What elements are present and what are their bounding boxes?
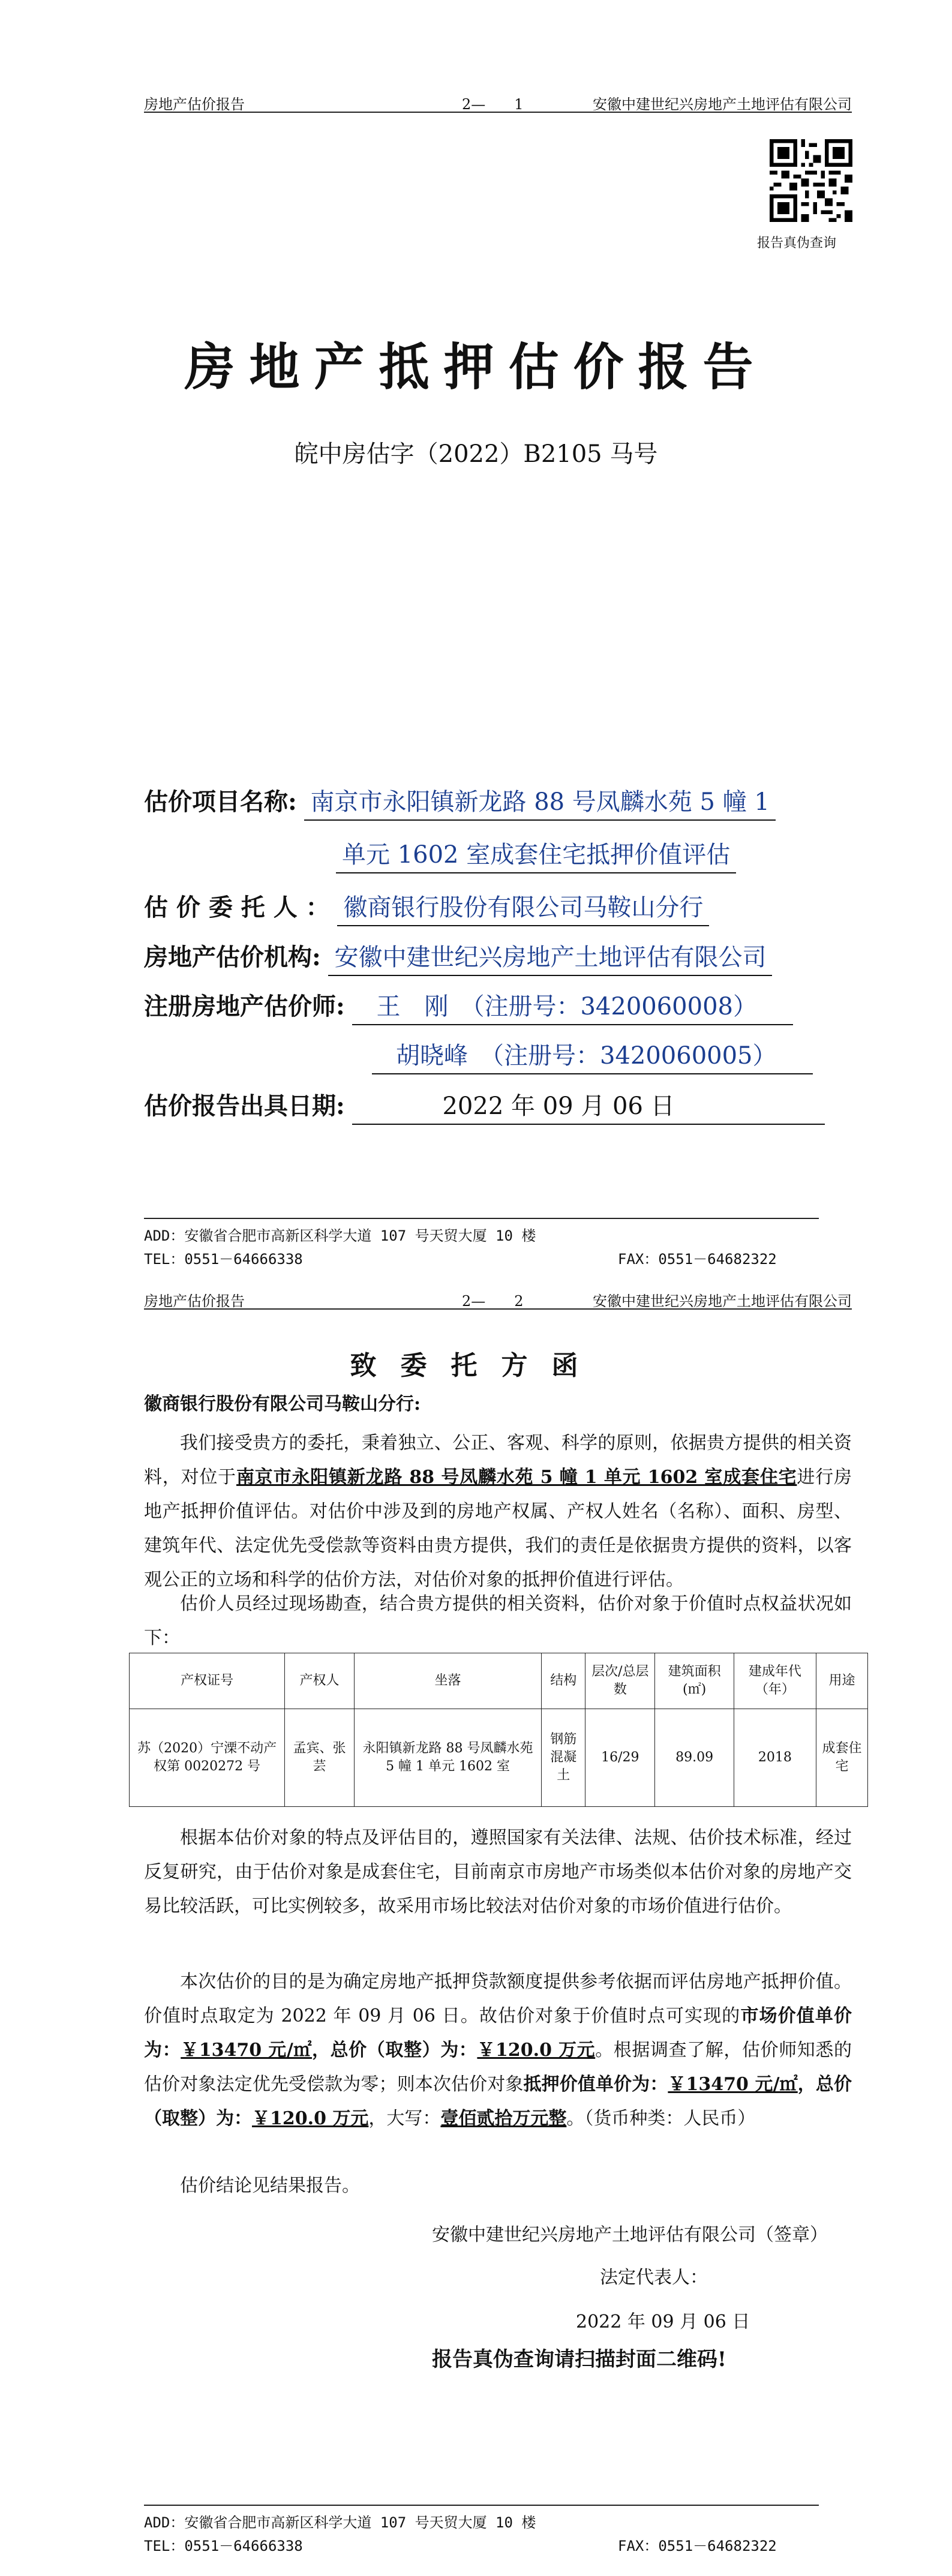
signature-date: 2022 年 09 月 06 日	[576, 2311, 750, 2332]
agency-value: 安徽中建世纪兴房地产土地评估有限公司	[328, 938, 772, 976]
table-header: 结构	[542, 1653, 585, 1709]
cover-page	[0, 0, 952, 1287]
p4-text-f: 。根据调查了解，估价师知悉的估价对象法定优先受偿款为零；则本次估价对象	[144, 2040, 852, 2095]
p1-address: 南京市永阳镇新龙路 88 号凤麟水苑 5 幢 1 单元 1602 室成套住宅	[236, 1467, 797, 1488]
qr-caption: 报告真伪查询	[757, 236, 837, 251]
header-left: 房地产估价报告	[144, 1293, 245, 1310]
footer-fax: FAX：0551－64682322	[618, 2538, 777, 2554]
market-unit-price: ￥13470 元/㎡	[181, 2040, 312, 2061]
footer-fax: FAX：0551－64682322	[618, 1251, 777, 1268]
appraiser-label: 注册房地产估价师:	[144, 992, 345, 1020]
project-label: 估价项目名称:	[144, 788, 297, 816]
project-name-row-2	[336, 836, 736, 873]
page-footer	[144, 2505, 852, 2555]
verification-notice: 报告真伪查询请扫描封面二维码!	[432, 2347, 726, 2371]
paragraph-5: 估价结论见结果报告。	[180, 2175, 360, 2196]
footer-contacts	[144, 1247, 852, 1268]
table-header: 层次/总层数	[585, 1653, 655, 1709]
table-cell: 成套住宅	[816, 1709, 867, 1807]
page-header	[144, 1287, 852, 1310]
appraiser-2: 胡晓峰 （注册号：3420060005）	[372, 1037, 813, 1074]
table-cell: 钢筋混凝土	[542, 1709, 585, 1807]
table-row	[130, 1709, 868, 1807]
mortgage-total-price: ￥120.0 万元	[252, 2108, 369, 2129]
paragraph-1	[144, 1426, 852, 1597]
paragraph-3: 根据本估价对象的特点及评估目的，遵照国家有关法律、法规、估价技术标准，经过反复研究，由于估价对象是成套住宅，目前南京市房地产市场类似本估价对象的房地产交易比较活跃，可比实例较多，故采用市场比较法对估价对象的市场价值进行估价。	[144, 1827, 852, 1917]
market-unit-label: 市场价值单价为：	[144, 2005, 852, 2061]
amount-in-words: 壹佰贰拾万元整	[440, 2108, 567, 2129]
table-header: 产权证号	[130, 1653, 285, 1709]
project-line1: 南京市永阳镇新龙路 88 号凤麟水苑 5 幢 1	[304, 783, 775, 821]
report-date: 2022 年 09 月 06 日	[352, 1087, 824, 1125]
p4-text-a: 本次估价的目的是为确定房地产抵押贷款额度提供参考依据而评估房地产抵押价值。价值时点取定为 2022 年 09 月 06 日。故估价对象于价值时点可实现的	[144, 1971, 852, 2026]
mortgage-total-label: ，总价（取整）为：	[144, 2074, 852, 2129]
footer-address: ADD：安徽省合肥市高新区科学大道 107 号天贸大厦 10 楼	[144, 2514, 536, 2531]
footer-address: ADD：安徽省合肥市高新区科学大道 107 号天贸大厦 10 楼	[144, 1227, 536, 1244]
mortgage-unit-label: 抵押价值单价为：	[523, 2074, 668, 2095]
page-header	[144, 90, 852, 113]
client-row	[144, 888, 709, 926]
market-total-price: ￥120.0 万元	[477, 2040, 596, 2061]
document-number: 皖中房估字（2022）B2105 马号	[294, 440, 658, 468]
letter-page	[0, 1287, 952, 2576]
table-header: 坐落	[354, 1653, 541, 1709]
property-table	[129, 1653, 868, 1807]
table-header: 用途	[816, 1653, 867, 1709]
paragraph-4	[144, 1965, 852, 2136]
report-title: 房地产抵押估价报告	[184, 337, 768, 397]
table-header: 建成年代（年）	[734, 1653, 816, 1709]
table-cell: 89.09	[655, 1709, 734, 1807]
appraiser-row	[144, 987, 793, 1025]
agency-row	[144, 938, 772, 976]
footer-contacts	[144, 2534, 852, 2555]
header-page-number: 2— 2	[462, 1293, 524, 1310]
footer-divider	[144, 1218, 819, 1219]
paragraph-2: 估价人员经过现场勘查，结合贵方提供的相关资料，估价对象于价值时点权益状况如下：	[144, 1593, 852, 1649]
footer-tel: TEL：0551－64666338	[144, 1251, 303, 1268]
p1-text-a: 我们接受贵方的委托，秉着独立、公正、客观、科学的原则，依据贵方提供的相关资料，对位于	[144, 1433, 852, 1488]
mortgage-unit-price: ￥13470 元/㎡	[668, 2074, 798, 2095]
appraiser-row-2	[372, 1037, 813, 1074]
p4-text-k: ，大写：	[368, 2108, 441, 2129]
qr-code-icon[interactable]	[770, 139, 852, 222]
signature-representative: 法定代表人：	[600, 2267, 708, 2288]
project-line2: 单元 1602 室成套住宅抵押价值评估	[336, 836, 736, 873]
table-cell: 16/29	[585, 1709, 655, 1807]
page-footer	[144, 1218, 852, 1268]
letter-title: 致委托方函	[350, 1350, 602, 1381]
p1-text-b: 进行房地产抵押价值评估。对估价中涉及到的房地产权属、产权人姓名（名称）、面积、房型、建筑年代、法定优先受偿款等资料由贵方提供，我们的责任是依据贵方提供的资料，以客观公正的立场和科学的估价方法，对估价对象的抵押价值进行评估。	[144, 1467, 852, 1590]
header-right: 安徽中建世纪兴房地产土地评估有限公司	[593, 96, 852, 113]
signature-company: 安徽中建世纪兴房地产土地评估有限公司（签章）	[432, 2224, 828, 2245]
footer-tel: TEL：0551－64666338	[144, 2538, 303, 2554]
table-cell: 2018	[734, 1709, 816, 1807]
client-label: 估 价 委 托 人 ：	[144, 893, 330, 921]
market-total-label: ，总价（取整）为：	[311, 2040, 477, 2061]
report-date-row	[144, 1087, 825, 1125]
letter-recipient: 徽商银行股份有限公司马鞍山分行:	[144, 1394, 421, 1415]
agency-label: 房地产估价机构:	[144, 943, 321, 971]
table-header: 产权人	[285, 1653, 355, 1709]
footer-divider	[144, 2505, 819, 2506]
table-cell: 孟宾、张芸	[285, 1709, 355, 1807]
table-header: 建筑面积(㎡)	[655, 1653, 734, 1709]
appraiser-1: 王 刚 （注册号：3420060008）	[352, 987, 793, 1025]
p4-text-m: 。（货币种类：人民币）	[566, 2108, 756, 2129]
date-label: 估价报告出具日期:	[144, 1092, 345, 1120]
table-cell: 苏（2020）宁溧不动产权第 0020272 号	[130, 1709, 285, 1807]
project-name-row	[144, 783, 776, 821]
table-header-row	[130, 1653, 868, 1709]
client-value: 徽商银行股份有限公司马鞍山分行	[337, 888, 709, 926]
table-cell: 永阳镇新龙路 88 号凤麟水苑 5 幢 1 单元 1602 室	[354, 1709, 541, 1807]
header-page-number: 2— 1	[462, 96, 524, 113]
header-right: 安徽中建世纪兴房地产土地评估有限公司	[593, 1293, 852, 1310]
header-left: 房地产估价报告	[144, 96, 245, 113]
